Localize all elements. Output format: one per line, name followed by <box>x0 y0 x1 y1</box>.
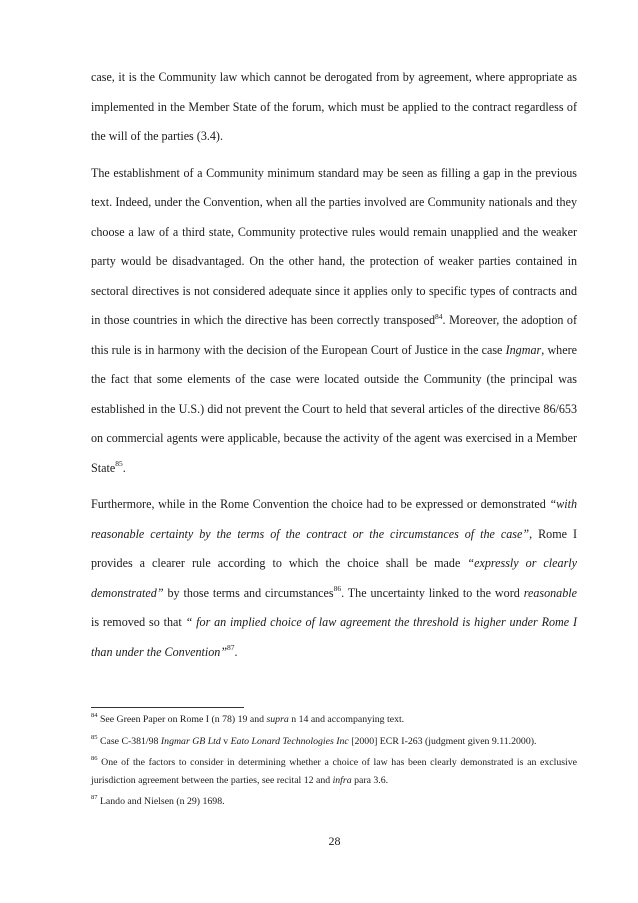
italic-text: “with reasonable certainty by the terms of the contract or the circumstances of the case” <box>91 497 577 541</box>
footnote-86 <box>91 754 577 789</box>
paragraph <box>91 63 577 152</box>
footnote-84 <box>91 711 577 729</box>
italic-text: “ for an implied choice of law agreement the threshold is higher under Rome I than under the Convention” <box>91 615 577 659</box>
text-run: , Rome I provides a clearer rule according to which the choice shall be made <box>91 526 577 570</box>
page-number: 28 <box>328 834 341 848</box>
text-run: , where the fact that some elements of the case were located outside the Community (the principal was established in the U.S.) did not prevent the Court to held that several articles of the directive 86/653 on commercial agents were applicable, because the activity of the agent was exercised in a Member State <box>91 342 577 475</box>
text-run: One of the factors to consider in determining whether a choice of law has been clearly demonstrated is an exclusive jurisdiction agreement between the parties, see recital 12 and <box>91 757 577 786</box>
paragraph <box>91 159 577 484</box>
footnote-separator <box>91 707 244 708</box>
italic-text: Ingmar GB Ltd <box>160 735 221 747</box>
text-run: Case C-381/98 <box>97 735 161 747</box>
footnotes <box>91 711 577 815</box>
body-text <box>91 63 577 674</box>
footnote-87 <box>91 793 577 811</box>
text-run: . <box>234 644 238 659</box>
footnote-ref: 84 <box>435 311 443 321</box>
footnote-ref: 86 <box>333 584 342 594</box>
text-run: by those terms and circumstances <box>163 585 334 600</box>
footnote-ref: 86 <box>91 755 98 763</box>
footnote-ref: 84 <box>91 712 98 720</box>
footnote-ref: 87 <box>227 643 235 653</box>
text-run: para 3.6. <box>351 774 389 786</box>
text-run: . The uncertainty linked to the word <box>341 585 524 600</box>
text-run: The establishment of a Community minimum standard may be seen as filling a gap in the previous text. Indeed, under the Convention, when all the parties involved are Community nationals and they choose a law of a third state, Community protective rules would remain unapplied and the weaker party would be disadvantaged. On the other hand, the protection of weaker parties contained in sectoral directives is not considered adequate since it applies only to specific types of contracts and in those countries in which the directive has been correctly transposed <box>91 165 577 327</box>
italic-text: infra <box>332 774 352 786</box>
text-run: Lando and Nielsen (n 29) 1698. <box>97 796 225 807</box>
text-run: Furthermore, while in the Rome Convention the choice had to be expressed or demonstrated <box>91 497 550 511</box>
footnote-ref: 85 <box>115 459 123 469</box>
text-run: . <box>122 460 126 475</box>
italic-text: Ingmar <box>505 342 542 357</box>
text-run: v <box>220 735 231 747</box>
italic-text: “expressly or clearly demonstrated” <box>91 556 578 600</box>
paragraph <box>91 490 577 667</box>
italic-text: reasonable <box>523 585 577 600</box>
text-run: See Green Paper on Rome I (n 78) 19 and <box>97 714 267 725</box>
text-run: . Moreover, the adoption of this rule is in harmony with the decision of the European Court of Justice in the case <box>91 313 578 357</box>
text-run: case, it is the Community law which cannot be derogated from by agreement, where appropriate as implemented in the Member State of the forum, which must be applied to the contract regardless of the will of the parties (3.4). <box>91 70 577 143</box>
text-run: [2000] ECR I-263 (judgment given 9.11.2000). <box>348 735 537 747</box>
footnote-85 <box>91 733 577 751</box>
text-run: n 14 and accompanying text. <box>288 714 405 725</box>
footnote-ref: 85 <box>91 733 98 741</box>
footnote-ref: 87 <box>91 794 98 802</box>
text-run: is removed so that <box>91 615 186 629</box>
italic-text: Eato Lonard Technologies Inc <box>230 735 349 747</box>
italic-text: supra <box>266 714 289 725</box>
